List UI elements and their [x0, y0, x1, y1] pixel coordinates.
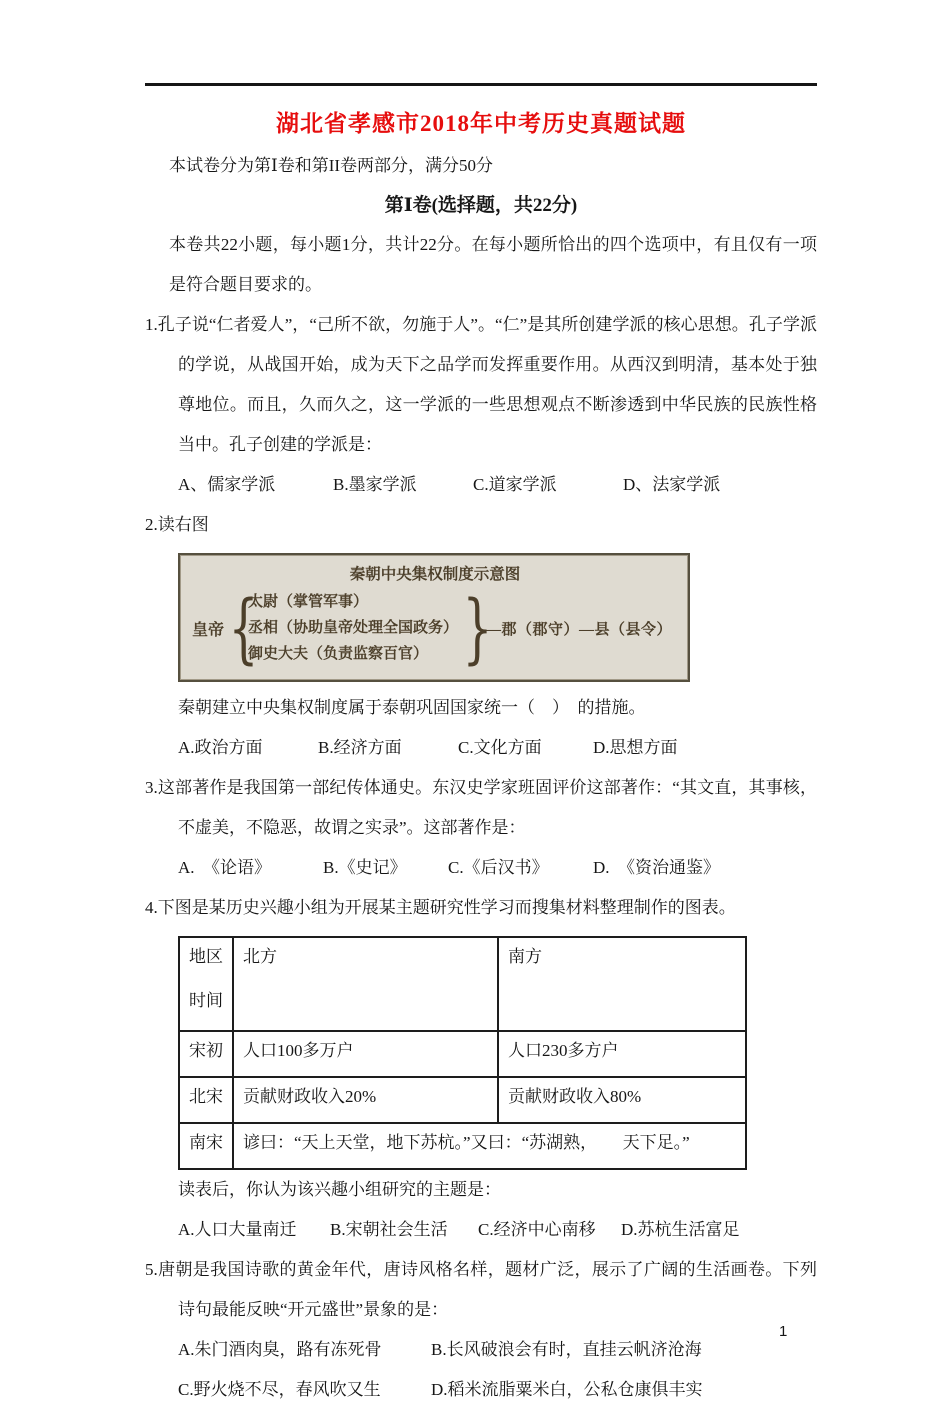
question-5 [145, 1250, 817, 1410]
option-d: D.思想方面 [593, 738, 678, 757]
option-b: B.宋朝社会生活 [330, 1220, 448, 1239]
option-a: A.政治方面 [178, 738, 263, 757]
option-b: B.墨家学派 [333, 475, 417, 494]
branch-chengxiang: 丞相（协助皇帝处理全国政务） [248, 620, 459, 636]
north-cell: 人口100多万户 [233, 1031, 498, 1077]
table-row [179, 1031, 746, 1077]
table-corner-cell [179, 937, 233, 1031]
option-d: D. 《资治通鉴》 [593, 858, 721, 877]
table-row [179, 1123, 746, 1169]
option-b: B.《史记》 [323, 858, 407, 877]
option-c: C.经济中心南移 [478, 1220, 596, 1239]
diagram-root-label: 皇帝 [192, 621, 225, 639]
question-3 [145, 768, 817, 888]
left-brace-icon: { [228, 582, 259, 672]
option-b: B.经济方面 [318, 738, 402, 757]
north-cell: 贡献财政收入20% [233, 1077, 498, 1123]
exam-preamble: 本试卷分为第Ⅰ卷和第II卷两部分，满分50分 [169, 156, 494, 175]
diagram-title: 秦朝中央集权制度示意图 [349, 566, 521, 583]
header-rule [145, 83, 817, 86]
question-4 [145, 888, 817, 1250]
column-header-south: 南方 [498, 937, 746, 1031]
row-label: 北宋 [179, 1077, 233, 1123]
population-table [178, 936, 747, 1170]
page-number: 1 [779, 1323, 788, 1340]
south-cell: 人口230多方户 [498, 1031, 746, 1077]
option-c: C.野火烧不尽，春风吹又生 [178, 1380, 381, 1399]
question-4-options [145, 1210, 817, 1250]
row-label: 南宋 [179, 1123, 233, 1169]
question-2 [145, 505, 817, 768]
exam-page [0, 83, 950, 1410]
question-2-options [145, 728, 817, 768]
qin-centralization-diagram [178, 553, 690, 682]
question-3-stem: 3.这部著作是我国第一部纪传体通史。东汉史学家班固评价这部著作：“其文直，其事核，不虚美，不隐恶，故谓之实录”。这部著作是： [145, 778, 817, 837]
option-d: D.苏杭生活富足 [621, 1220, 740, 1239]
question-1-stem: 1.孔子说“仁者爱人”，“己所不欲，勿施于人”。“仁”是其所创建学派的核心思想。孔子学派的学说，从战国开始，成为天下之品学而发挥重要作用。从西汉到明清，基本处于独尊地位。而且，久而久之，这一学派的一些思想观点不断渗透到中华民族的民族性格当中。孔子创建的学派是： [145, 315, 817, 454]
diagram-chain: —郡（郡守）—县（县令） [486, 621, 673, 638]
table-row [179, 1077, 746, 1123]
diagram-branches [248, 589, 458, 667]
question-4-followup: 读表后，你认为该兴趣小组研究的主题是： [178, 1180, 501, 1199]
option-c: C.文化方面 [458, 738, 542, 757]
corner-region-label: 地区 [189, 947, 223, 966]
right-brace-icon: } [462, 582, 493, 672]
section-intro: 本卷共22小题，每小题1分，共计22分。在每小题所恰出的四个选项中，有且仅有一项是符合题目要求的。 [169, 235, 817, 294]
page-title: 湖北省孝感市2018年中考历史真题试题 [276, 111, 686, 136]
corner-time-label: 时间 [189, 991, 223, 1010]
diagram-body [192, 582, 678, 672]
option-b: B.长风破浪会有时，直挂云帆济沧海 [431, 1340, 702, 1359]
question-2-stem: 2.读右图 [145, 515, 209, 534]
table-header-row [179, 937, 746, 1031]
option-a: A.朱门酒肉臭，路有冻死骨 [178, 1340, 382, 1359]
question-3-options [145, 848, 817, 888]
question-5-stem: 5.唐朝是我国诗歌的黄金年代，唐诗风格名样，题材广泛，展示了广阔的生活画卷。下列诗句最能反映“开元盛世”景象的是： [145, 1260, 817, 1319]
option-d: D、法家学派 [623, 475, 721, 494]
option-c: C.《后汉书》 [448, 858, 549, 877]
branch-yushidafu: 御史大夫（负责监察百官） [248, 646, 429, 662]
option-a: A、儒家学派 [178, 475, 276, 494]
proverb-cell: 谚曰：“天上天堂，地下苏杭。”又曰：“苏湖熟， 天下足。” [233, 1123, 746, 1169]
option-a: A. 《论语》 [178, 858, 272, 877]
question-4-stem: 4.下图是某历史兴趣小组为开展某主题研究性学习而搜集材料整理制作的图表。 [145, 898, 736, 917]
option-a: A.人口大量南迁 [178, 1220, 297, 1239]
option-c: C.道家学派 [473, 475, 557, 494]
question-1 [145, 305, 817, 505]
south-cell: 贡献财政收入80% [498, 1077, 746, 1123]
option-d: D.稻米流脂粟米白，公私仓康俱丰实 [431, 1380, 703, 1399]
question-5-options-row-1 [145, 1330, 817, 1370]
question-1-options [145, 465, 817, 505]
question-5-options-row-2 [145, 1370, 817, 1410]
question-2-followup: 秦朝建立中央集权制度属于泰朝巩固国家统一（ ） 的措施。 [178, 698, 646, 717]
branch-taiwei: 太尉（掌管军事） [248, 594, 369, 610]
section-heading: 第Ⅰ卷(选择题，共22分) [384, 195, 578, 216]
column-header-north: 北方 [233, 937, 498, 1031]
row-label: 宋初 [179, 1031, 233, 1077]
